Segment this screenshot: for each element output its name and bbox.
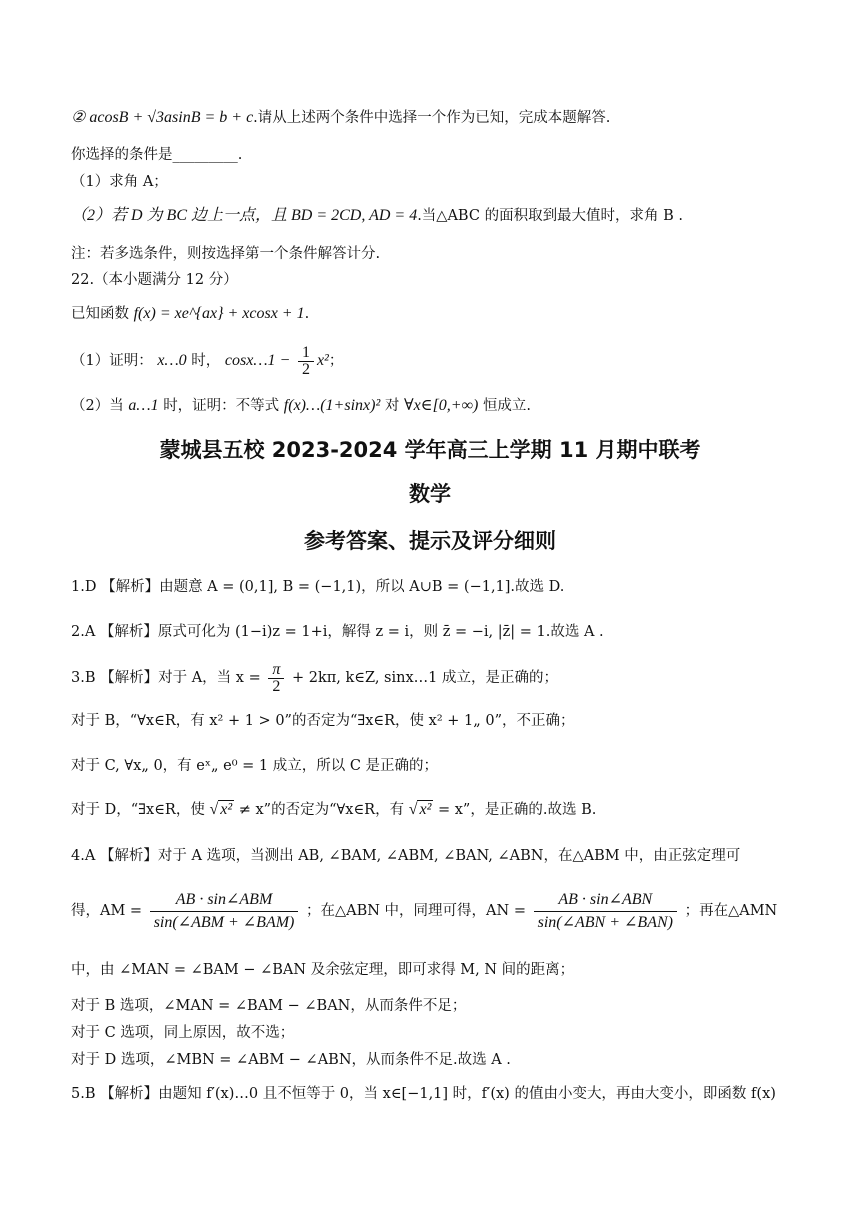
choice-blank-line: 你选择的条件是_________. xyxy=(71,147,243,163)
answer-3-b: 对于 B，“∀x∈R，有 x² + 1 > 0”的否定为“∃x∈R，使 x² + 1„ 0”，不正确； xyxy=(71,713,575,729)
q22-function-line xyxy=(71,304,800,324)
q22-part-2-suffix: 恒成立. xyxy=(482,398,532,414)
answers-title: 蒙城县五校 2023-2024 学年高三上学期 11 月期中联考 xyxy=(159,438,701,462)
answer-4-c: 对于 C 选项，同上原因，故不选； xyxy=(71,1025,295,1041)
q22-part-1-prefix: （1）证明： xyxy=(71,353,153,369)
q22-part-2-condition: a…1 xyxy=(128,397,159,414)
answer-4-b: 对于 B 选项，∠MAN = ∠BAM − ∠BAN，从而条件不足； xyxy=(71,998,467,1014)
answer-3-d-part-1: 对于 D，“∃x∈R，使 xyxy=(71,802,205,818)
fraction-denominator: sin(∠ABN + ∠BAN) xyxy=(537,913,673,931)
q22-part-2-mid: 时，证明：不等式 xyxy=(163,398,280,414)
answer-4-am-fraction xyxy=(150,889,299,934)
answer-4-line-1: 4.A 【解析】对于 A 选项，当测出 AB, ∠BAM, ∠ABM, ∠BAN, ∠ABN，在△ABM 中，由正弦定理可 xyxy=(71,848,741,864)
q22-part-2-prefix: （2）当 xyxy=(71,398,124,414)
fraction-numerator: 1 xyxy=(298,345,314,362)
answer-4-line-3: 中，由 ∠MAN = ∠BAM − ∠BAN 及余弦定理，即可求得 M, N 间的距离； xyxy=(71,962,575,978)
q22-part-2-inequality: f(x)…(1+sinx)² xyxy=(283,397,381,414)
answer-3-d-part-2: ≠ x”的否定为“∀x∈R，有 xyxy=(238,802,405,818)
q22-function-formula: f(x) = xe^{ax} + xcosx + 1 xyxy=(133,305,305,322)
q22-part-1-condition: x…0 xyxy=(157,352,187,369)
fraction-numerator: AB · sin∠ABN xyxy=(534,889,677,912)
sqrt-radicand: x² xyxy=(220,801,233,818)
question-part-1: （1）求角 A； xyxy=(71,174,168,190)
answer-4-am-prefix: 得，AM = xyxy=(71,903,143,919)
answer-5: 5.B 【解析】由题知 f′(x)…0 且不恒等于 0，当 x∈[−1,1] 时，f′(x) 的值由小变大，再由大变小，即函数 f(x) xyxy=(71,1086,776,1102)
q22-part-1-fraction xyxy=(298,345,314,378)
fraction-numerator: π xyxy=(268,662,284,679)
question-part-2 xyxy=(71,206,800,226)
answers-subject: 数学 xyxy=(409,482,451,506)
sqrt-radicand: x² xyxy=(419,801,432,818)
answer-1: 1.D 【解析】由题意 A = (0,1], B = (−1,1)，所以 A∪B = (−1,1].故选 D. xyxy=(71,579,565,595)
q22-part-1-mid: 时， xyxy=(191,353,221,369)
q22-part-1-rhs: x² xyxy=(316,352,329,369)
fraction-numerator: AB · sin∠ABM xyxy=(150,889,299,912)
q22-part-2-domain: ∀x∈[0,+∞) xyxy=(403,397,479,414)
q22-header: 22.（本小题满分 12 分） xyxy=(71,272,238,288)
answer-3-prefix: 3.B 【解析】对于 A，当 x = xyxy=(71,670,261,686)
answer-4-an-fraction xyxy=(534,889,677,934)
q22-part-1-lhs: cosx…1 − xyxy=(224,352,291,369)
answer-3-d-part-3: = x”，是正确的.故选 B. xyxy=(438,802,597,818)
q22-part-2 xyxy=(71,396,800,416)
condition-2-instruction: .请从上述两个条件中选择一个作为已知，完成本题解答. xyxy=(253,110,611,126)
answer-2: 2.A 【解析】原式可化为 (1−i)z = 1+i，解得 z = i，则 z̄ = −i, |z̄| = 1.故选 A . xyxy=(71,624,604,640)
q22-part-2-for: 对 xyxy=(384,398,400,414)
answer-3-c: 对于 C, ∀x„ 0，有 eˣ„ e⁰ = 1 成立，所以 C 是正确的； xyxy=(71,758,439,774)
answer-3-suffix: + 2kπ, k∈Z, sinx…1 成立，是正确的； xyxy=(291,670,558,686)
fraction-denominator: sin(∠ABM + ∠BAM) xyxy=(153,913,295,931)
q22-part-1-suffix: ； xyxy=(328,353,344,369)
q22-function-prefix: 已知函数 xyxy=(71,306,129,322)
answer-4-d: 对于 D 选项，∠MBN = ∠ABM − ∠ABN，从而条件不足.故选 A . xyxy=(71,1052,511,1068)
answer-3-a xyxy=(71,655,800,701)
sqrt-symbol: √ xyxy=(209,801,219,818)
condition-2-line xyxy=(71,108,800,128)
answer-3-fraction xyxy=(268,662,284,695)
answer-4-mid: ；在△ABN 中，同理可得，AN = xyxy=(305,903,526,919)
answers-subtitle: 参考答案、提示及评分细则 xyxy=(304,529,556,553)
fraction-denominator: 2 xyxy=(272,677,281,695)
answer-3-d xyxy=(71,800,800,820)
question-part-2-condition: （2）若 D 为 BC 边上一点，且 BD = 2CD, AD = 4 xyxy=(71,207,418,224)
q22-function-suffix: . xyxy=(304,306,310,322)
condition-2-formula: ② acosB + √3asinB = b + c xyxy=(71,109,254,126)
answer-4-suffix: ；再在△AMN xyxy=(684,903,778,919)
fraction-denominator: 2 xyxy=(301,360,310,378)
sqrt-symbol: √ xyxy=(408,801,418,818)
question-part-2-task: .当△ABC 的面积取到最大值时，求角 B . xyxy=(417,208,684,224)
note-line: 注：若多选条件，则按选择第一个条件解答计分. xyxy=(71,246,381,262)
answer-4-line-2 xyxy=(71,886,800,936)
q22-part-1 xyxy=(71,338,800,384)
